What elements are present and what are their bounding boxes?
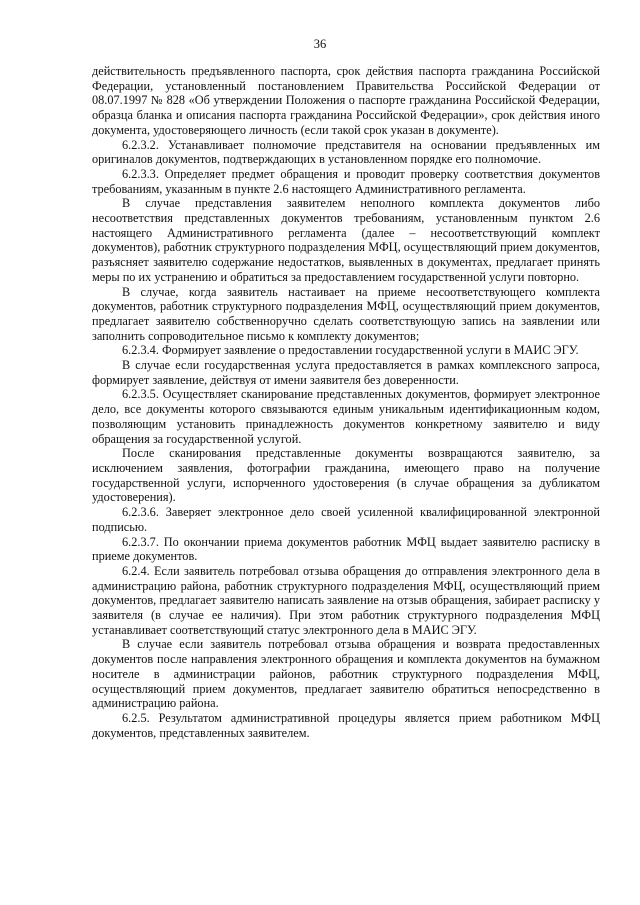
- paragraph: 6.2.3.7. По окончании приема документов работник МФЦ выдает заявителю расписку в приеме документов.: [92, 534, 600, 564]
- paragraph: 6.2.3.6. Заверяет электронное дело своей усиленной квалифицированной электронной подписью.: [92, 505, 600, 534]
- paragraph: 6.2.3.2. Устанавливает полномочие представителя на основании предъявленных им оригиналов документов, подтверждающих в установленном порядке его полномочие.: [92, 137, 600, 167]
- paragraph: В случае если государственная услуга предоставляется в рамках комплексного запроса, формирует заявление, действуя от имени заявителя без доверенности.: [92, 358, 600, 387]
- paragraph: В случае, когда заявитель настаивает на приеме несоответствующего комплекта документов, работник структурного подразделения МФЦ, осуществляющий прием документов, предлагает заявителю собственноручно сделать соответствующую запись на заявлении или заполнить сопроводительное письмо к комплекту документов;: [92, 284, 600, 343]
- paragraph: 6.2.5. Результатом административной процедуры является прием работником МФЦ документов, представленных заявителем.: [92, 710, 600, 740]
- paragraph: 6.2.4. Если заявитель потребовал отзыва обращения до отправления электронного дела в администрацию района, работник структурного подразделения МФЦ, осуществляющий прием документов, предлагает заявителю написать заявление на отзыв обращения, забирает расписку у заявителя (в случае ее наличия). При этом работник структурного подразделения МФЦ устанавливает соответствующий статус электронного дела в МАИС ЭГУ.: [92, 563, 600, 637]
- paragraph: действительность предъявленного паспорта, срок действия паспорта гражданина Российской Федерации, установленный постановлением Правительства Российской Федерации от 08.07.1997 № 828 «Об утверждении Положения о паспорте гражданина Российской Федерации, образца бланка и описания паспорта гражданина Российской Федерации», срок действия иного документа, удостоверяющего личность (если такой срок указан в документе).: [92, 64, 600, 137]
- paragraph: После сканирования представленные документы возвращаются заявителю, за исключением заявления, фотографии гражданина, имеющего право на получение государственной услуги, испорченного удостоверения (в случае обращения за дубликатом удостоверения).: [92, 446, 600, 505]
- document-body: [92, 64, 600, 740]
- paragraph: 6.2.3.3. Определяет предмет обращения и проводит проверку соответствия документов требованиям, указанным в пункте 2.6 настоящего Административного регламента.: [92, 166, 600, 196]
- paragraph: В случае представления заявителем неполного комплекта документов либо несоответствия представленных документов требованиям, установленным пунктом 2.6 настоящего Административного регламента (далее – несоответствующий комплект документов), работник структурного подразделения МФЦ, осуществляющий прием документов, разъясняет заявителю содержание недостатков, выявленных в документах, предлагает принять меры по их устранению и обратиться за предоставлением государственной услуги повторно.: [92, 196, 600, 284]
- page-number: 36: [313, 37, 327, 51]
- paragraph: 6.2.3.4. Формирует заявление о предоставлении государственной услуги в МАИС ЭГУ.: [122, 343, 579, 358]
- paragraph: 6.2.3.5. Осуществляет сканирование представленных документов, формирует электронное дело, все документы которого связываются единым уникальным идентификационным кодом, позволяющим установить принадлежность документов конкретному заявителю и виду обращения за государственной услугой.: [92, 387, 600, 446]
- paragraph: В случае если заявитель потребовал отзыва обращения и возврата предоставленных документов после направления электронного обращения и комплекта документов на бумажном носителе в администрации районов, работник структурного подразделения МФЦ, осуществляющий прием документов, предлагает заявителю обратиться непосредственно в администрацию района.: [92, 637, 600, 711]
